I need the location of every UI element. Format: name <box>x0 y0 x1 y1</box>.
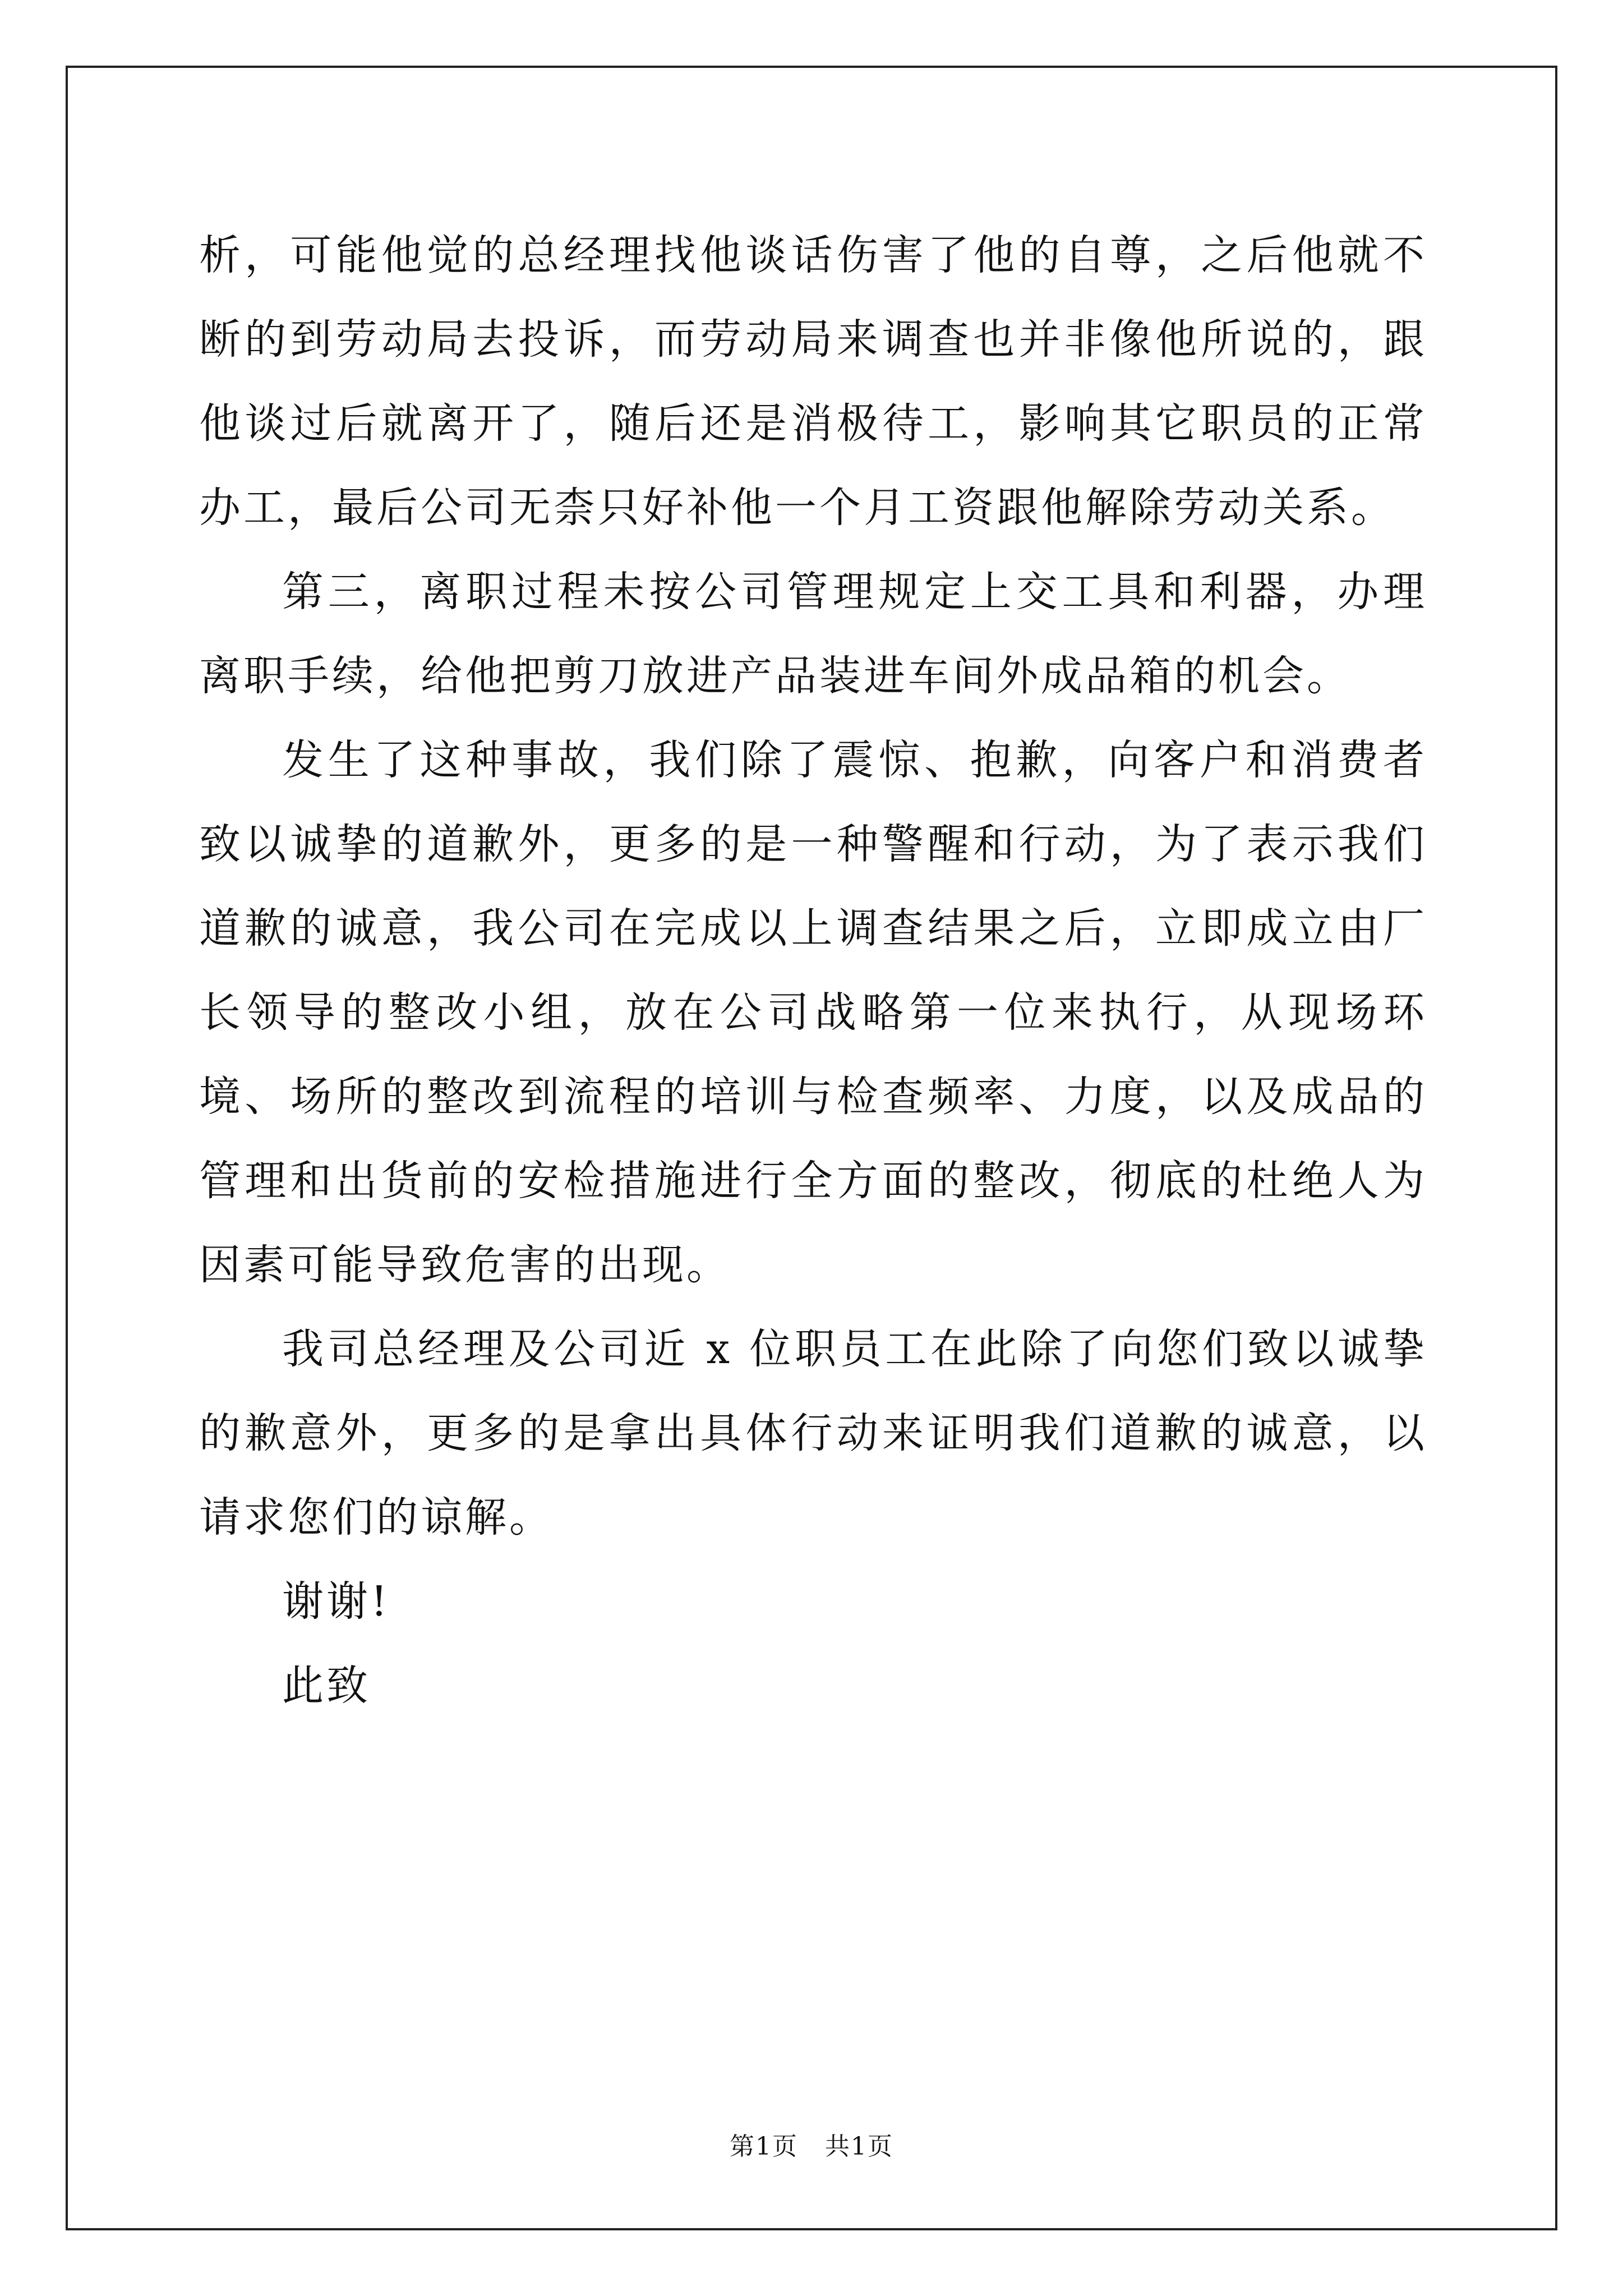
paragraph-thanks: 谢谢! <box>282 1577 390 1626</box>
paragraph-third-point: 第三，离职过程未按公司管理规定上交工具和利器，办理离职手续，给他把剪刀放进产品装进车间外成品箱的机会。 <box>199 568 1427 700</box>
paragraph-apology: 我司总经理及公司近 x 位职员工在此除了向您们致以诚挚的歉意外，更多的是拿出具体行动来证明我们道歉的诚意，以请求您们的谅解。 <box>199 1325 1427 1542</box>
page-number: 第1页 共1页 <box>730 2132 893 2161</box>
paragraph-rectification: 发生了这种事故，我们除了震惊、抱歉，向客户和消费者致以诚挚的道歉外，更多的是一种警醒和行动，为了表示我们道歉的诚意，我公司在完成以上调查结果之后，立即成立由厂长领导的整改小组，放在公司战略第一位来执行，从现场环境、场所的整改到流程的培训与检查频率、力度，以及成品的管理和出货前的安检措施进行全方面的整改，彻底的杜绝人为因素可能导致危害的出现。 <box>199 736 1427 1289</box>
paragraph-continuation: 析，可能他觉的总经理找他谈话伤害了他的自尊，之后他就不断的到劳动局去投诉，而劳动局来调查也并非像他所说的，跟他谈过后就离开了，随后还是消极待工，影响其它职员的正常办工，最后公司无柰只好补他一个月工资跟他解除劳动关系。 <box>199 231 1427 532</box>
document-body <box>199 213 1427 1728</box>
paragraph-salutation: 此致 <box>282 1662 371 1710</box>
